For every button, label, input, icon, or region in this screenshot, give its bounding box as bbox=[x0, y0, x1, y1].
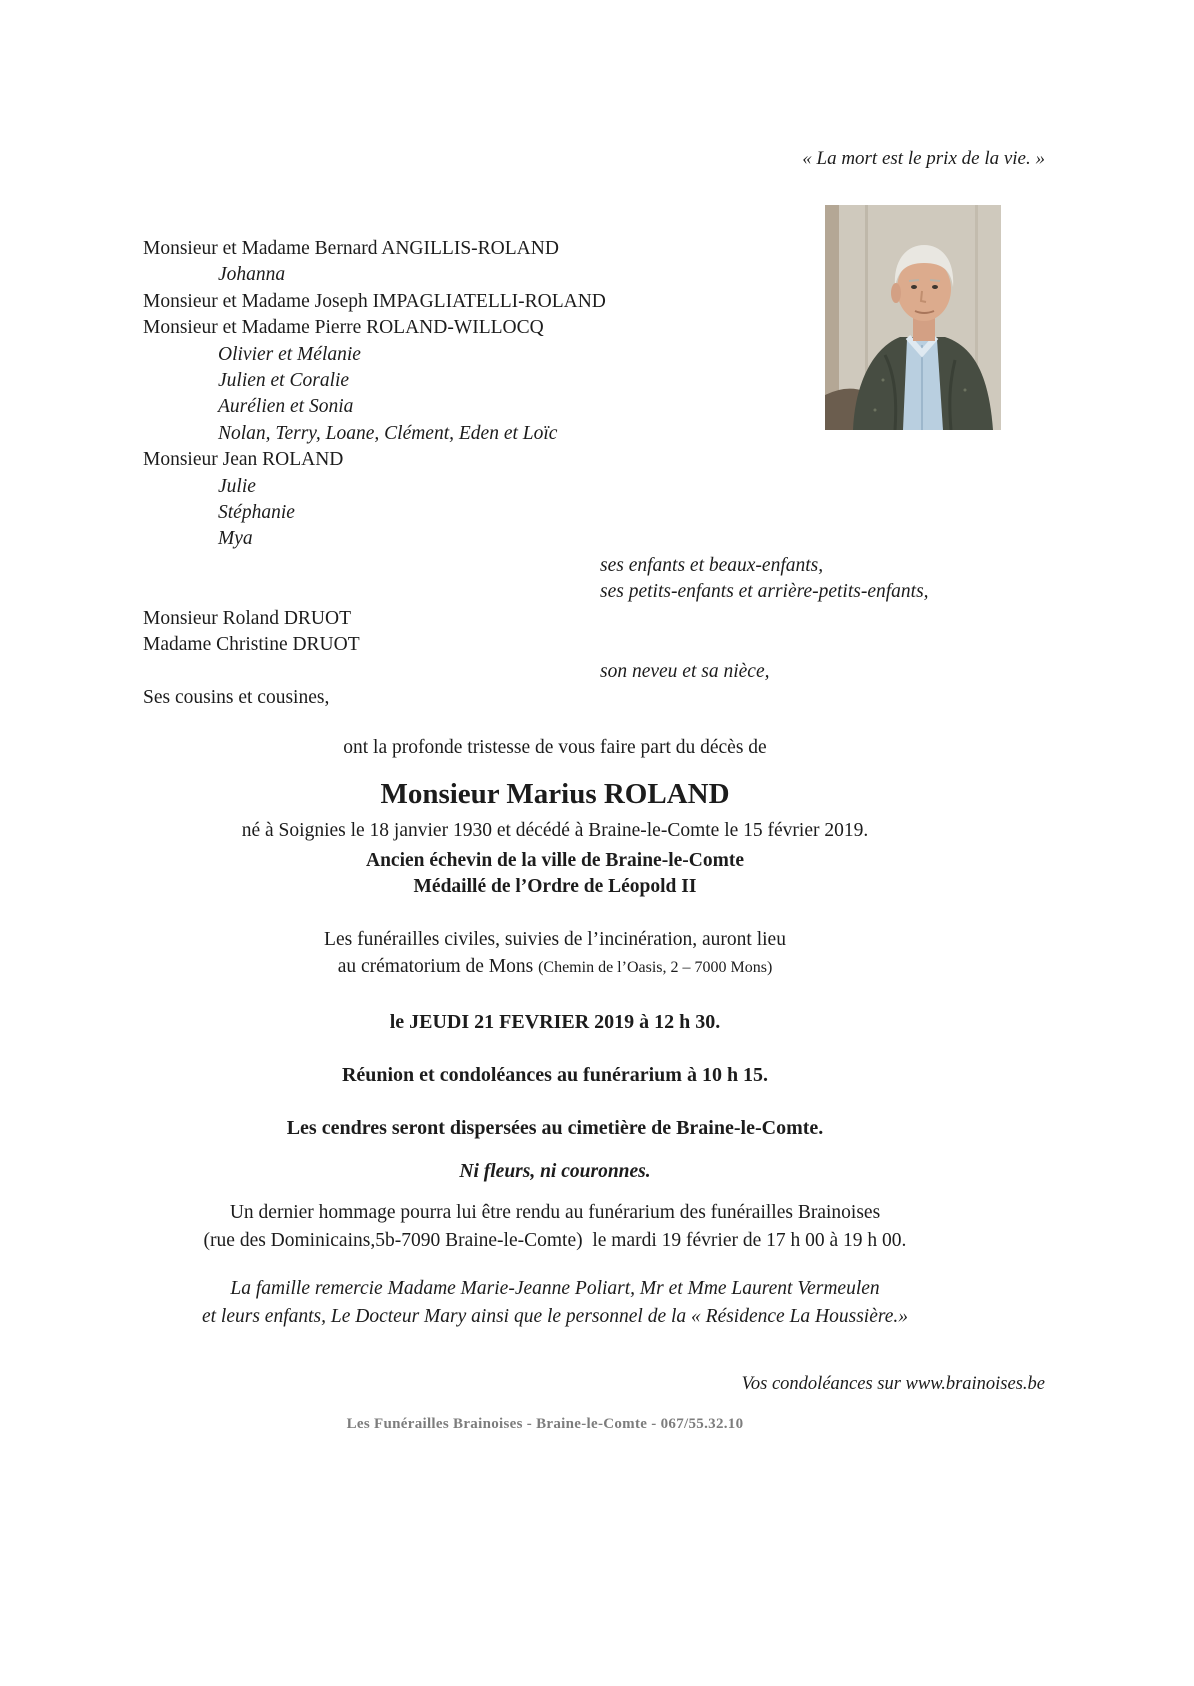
homage-line-1: Un dernier hommage pourra lui être rendu au funérarium des funérailles Brainoises bbox=[229, 1202, 881, 1223]
family-line: Stéphanie bbox=[218, 502, 295, 524]
ceremony-location: au crématorium de Mons bbox=[337, 956, 539, 977]
family-line: Monsieur Roland DRUOT bbox=[143, 607, 351, 629]
family-line: Julie bbox=[218, 475, 256, 497]
family-line: Ses cousins et cousines, bbox=[143, 686, 330, 708]
family-line: Olivier et Mélanie bbox=[218, 343, 361, 365]
ceremony-address-detail: (Chemin de l’Oasis, 2 – 7000 Mons) bbox=[538, 959, 773, 976]
condolences-website-note: Vos condoléances sur www.brainoises.be bbox=[741, 1374, 1045, 1394]
announcement-intro: ont la profonde tristesse de vous faire part du décès de bbox=[343, 737, 767, 758]
family-line: Monsieur et Madame Bernard ANGILLIS-ROLAND bbox=[143, 238, 559, 259]
thanks-line-2: et leurs enfants, Le Docteur Mary ainsi que le personnel de la « Résidence La Houssière.» bbox=[201, 1306, 909, 1327]
family-role-line: son neveu et sa nièce, bbox=[600, 660, 770, 682]
ceremony-line-1: Les funérailles civiles, suivies de l’incinération, auront lieu bbox=[324, 929, 786, 950]
life-dates: né à Soignies le 18 janvier 1930 et décédé à Braine-le-Comte le 15 février 2019. bbox=[241, 820, 869, 841]
family-line: Nolan, Terry, Loane, Clément, Eden et Loïc bbox=[218, 422, 558, 444]
ashes-info: Les cendres seront dispersées au cimetière de Braine-le-Comte. bbox=[286, 1117, 824, 1139]
family-role-line: ses petits-enfants et arrière-petits-enfants, bbox=[600, 581, 929, 603]
ceremony-line-2 bbox=[35, 956, 1075, 978]
deceased-name: Monsieur Marius ROLAND bbox=[380, 778, 730, 810]
honorific-title-2: Médaillé de l’Ordre de Léopold II bbox=[413, 876, 697, 897]
honorific-title-1: Ancien échevin de la ville de Braine-le-Comte bbox=[365, 850, 744, 871]
homage-line-2: (rue des Dominicains,5b-7090 Braine-le-Comte) le mardi 19 février de 17 h 00 à 19 h 00. bbox=[203, 1230, 907, 1251]
no-flowers-note: Ni fleurs, ni couronnes. bbox=[459, 1161, 651, 1182]
family-line: Johanna bbox=[218, 264, 286, 286]
family-role-line: ses enfants et beaux-enfants, bbox=[600, 554, 824, 576]
family-line: Mya bbox=[218, 528, 253, 550]
ceremony-date: le JEUDI 21 FEVRIER 2019 à 12 h 30. bbox=[389, 1011, 721, 1033]
reunion-info: Réunion et condoléances au funérarium à 10 h 15. bbox=[341, 1064, 769, 1086]
family-list bbox=[143, 236, 1083, 711]
thanks-line-1: La famille remercie Madame Marie-Jeanne Poliart, Mr et Mme Laurent Vermeulen bbox=[230, 1278, 880, 1299]
family-line: Madame Christine DRUOT bbox=[143, 634, 360, 656]
family-line: Monsieur Jean ROLAND bbox=[143, 449, 344, 471]
family-line: Monsieur et Madame Joseph IMPAGLIATELLI-ROLAND bbox=[143, 290, 606, 312]
family-line: Monsieur et Madame Pierre ROLAND-WILLOCQ bbox=[143, 317, 544, 339]
epigraph-quote: « La mort est le prix de la vie. » bbox=[802, 148, 1045, 169]
family-line: Julien et Coralie bbox=[218, 370, 350, 392]
funeral-home-footer: Les Funérailles Brainoises - Braine-le-Comte - 067/55.32.10 bbox=[346, 1416, 744, 1432]
family-line: Aurélien et Sonia bbox=[218, 396, 354, 418]
